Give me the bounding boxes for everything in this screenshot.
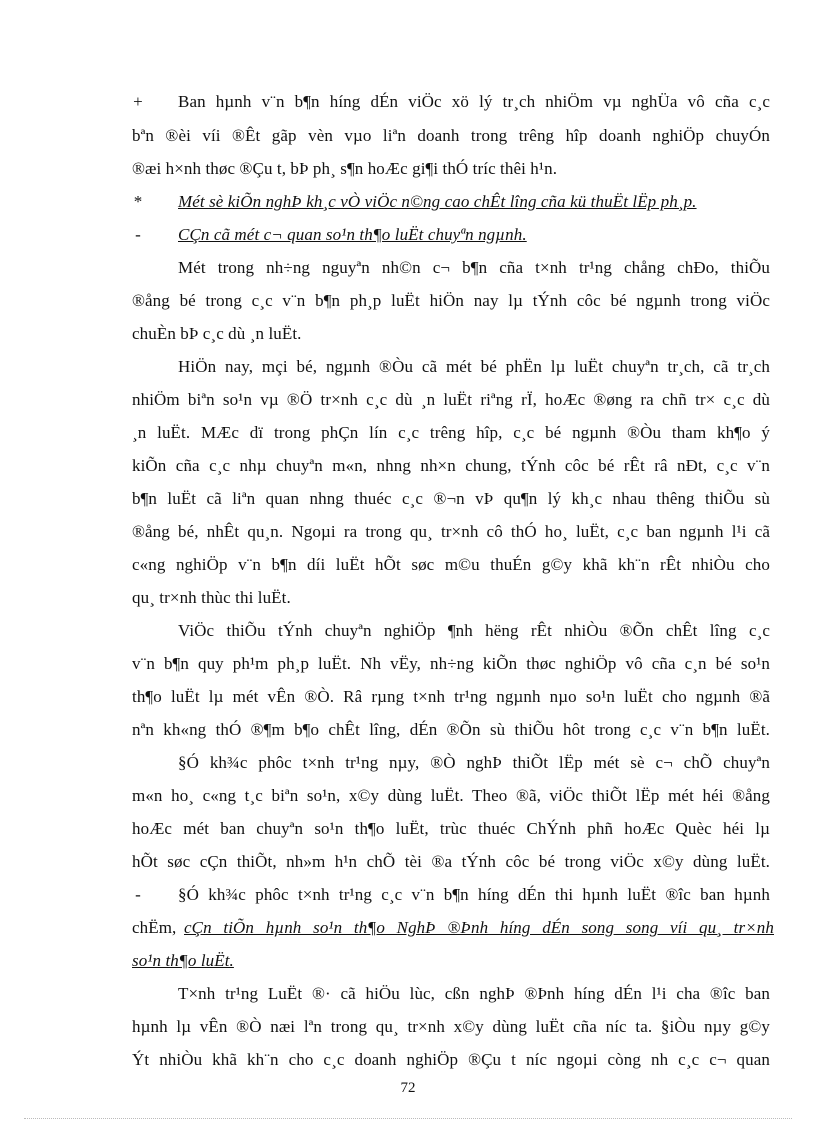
paragraph-text: qu¸ tr×nh thùc thi luËt.: [132, 588, 291, 607]
paragraph-text: v¨n b¶n quy ph¹m ph¸p luËt. Nh vËy, nh÷ng kiÕn thøc nghiÖp vô cña c¸n bé so¹n: [132, 654, 770, 673]
paragraph-text: kiÕn cña c¸c nhµ chuyªn m«n, nhng nh×n chung, tÝnh côc bé rÊt râ nÐt, c¸c v¨n: [132, 456, 770, 475]
paragraph-text: ViÖc thiÕu tÝnh chuyªn nghiÖp ¶nh hëng rÊt nhiÒu ®Õn chÊt lîng c¸c: [178, 621, 770, 640]
paragraph-text: nhiÖm biªn so¹n vµ ®Ö tr×nh c¸c dù ¸n luËt riªng rÏ, hoÆc ®øng ra chñ tr× c¸c dù: [132, 390, 770, 409]
paragraph-text: m«n ho¸ c«ng t¸c biªn so¹n, x©y dùng luËt. Theo ®ã, viÖc thiÕt lËp mét héi ®ång: [132, 786, 770, 805]
paragraph-text: Mét trong nh÷ng nguyªn nh©n c¬ b¶n cña t×nh tr¹ng chång chÐo, thiÕu: [178, 258, 770, 277]
paragraph-text: §Ó kh¾c phôc t×nh tr¹ng c¸c v¨n b¶n híng dÉn thi hµnh luËt ®îc ban hµnh: [178, 885, 770, 904]
page-number: 72: [400, 1080, 416, 1096]
paragraph-text: T×nh tr¹ng LuËt ®· cã hiÖu lùc, cßn nghÞ ®Þnh híng dÉn l¹i cha ®îc ban: [178, 984, 770, 1003]
paragraph-text: chËm,: [132, 918, 177, 937]
section-heading: Mét sè kiÕn nghÞ kh¸c vÒ viÖc n©ng cao chÊt lîng cña kü thuËt lËp ph¸p.: [178, 192, 697, 211]
paragraph-text: Ban hµnh v¨n b¶n híng dÉn viÖc xö lý tr¸ch nhiÖm vµ nghÜa vô cña c¸c: [178, 92, 770, 111]
paragraph-text: Ýt nhiÒu khã kh¨n cho c¸c doanh nghiÖp ®Çu t níc ngoµi còng nh c¸c c¬ quan: [132, 1050, 770, 1069]
paragraph-text: ®ång bé trong c¸c v¨n b¶n ph¸p luËt hiÖn nay lµ tÝnh côc bé ngµnh trong viÖc: [132, 291, 770, 310]
paragraph-text: hoÆc mét ban chuyªn so¹n th¶o luËt, trùc thuéc ChÝnh phñ hoÆc Quèc héi lµ: [132, 819, 770, 838]
paragraph-text: nªn kh«ng thÓ ®¶m b¶o chÊt lîng, dÉn ®Õn sù thiÕu hôt trong c¸c v¨n b¶n luËt.: [132, 720, 770, 739]
paragraph-text: ®ång bé, nhÊt qu¸n. Ngoµi ra trong qu¸ tr×nh cô thÓ ho¸ luËt, c¸c ban ngµnh l¹i cã: [132, 522, 770, 541]
paragraph-text: ®æi h×nh thøc ®Çu t, bÞ ph¸ s¶n hoÆc gi¶i thÓ tríc thêi h¹n.: [132, 159, 558, 178]
asterisk-bullet: *: [133, 192, 143, 211]
page-edge-divider: [24, 1118, 792, 1119]
paragraph-text: th¶o luËt lµ mét vÊn ®Ò. Râ rµng t×nh tr¹ng ngµnh nµo so¹n luËt cho ngµnh ®ã: [132, 687, 770, 706]
paragraph-text: HiÖn nay, mçi bé, ngµnh ®Òu cã mét bé phËn lµ luËt chuyªn tr¸ch, cã tr¸ch: [178, 357, 770, 376]
paragraph-text: hµnh lµ vÊn ®Ò næi lªn trong qu¸ tr×nh x©y dùng luËt cña níc ta. §iÒu nµy g©y: [132, 1017, 770, 1036]
dash-bullet: -: [135, 885, 141, 904]
paragraph-text: §Ó kh¾c phôc t×nh tr¹ng nµy, ®Ò nghÞ thiÕt lËp mét sè c¬ chÕ chuyªn: [178, 753, 770, 772]
plus-bullet: +: [133, 92, 143, 111]
paragraph-text: b¶n luËt cã liªn quan nhng thuéc c¸c ®¬n vÞ qu¶n lý kh¸c nhau thêng thiÕu sù: [132, 489, 770, 508]
paragraph-text: chuÈn bÞ c¸c dù ¸n luËt.: [132, 324, 302, 343]
paragraph-text: c«ng nghiÖp v¨n b¶n díi luËt hÕt søc m©u thuÉn g©y khã kh¨n rÊt nhiÒu cho: [132, 555, 770, 574]
subheading: CÇn cã mét c¬ quan so¹n th¶o luËt chuyªn ngµnh.: [178, 225, 527, 244]
paragraph-text: bªn ®èi víi ®Êt gãp vèn vµo liªn doanh trong trêng hîp doanh nghiÖp chuyÓn: [132, 126, 770, 145]
paragraph-text: hÕt søc cÇn thiÕt, nh»m h¹n chÕ tèi ®a tÝnh côc bé trong viÖc x©y dùng luËt.: [132, 852, 770, 871]
paragraph-text: ¸n luËt. MÆc dï trong phÇn lín c¸c trêng hîp, c¸c bé ngµnh ®Òu tham kh¶o ý: [132, 423, 770, 442]
dash-bullet: -: [135, 225, 141, 244]
emphasized-text: so¹n th¶o luËt.: [132, 951, 234, 970]
emphasized-text: cÇn tiÕn hµnh so¹n th¶o NghÞ ®Þnh híng dÉn song song víi qu¸ tr×nh: [184, 918, 774, 937]
